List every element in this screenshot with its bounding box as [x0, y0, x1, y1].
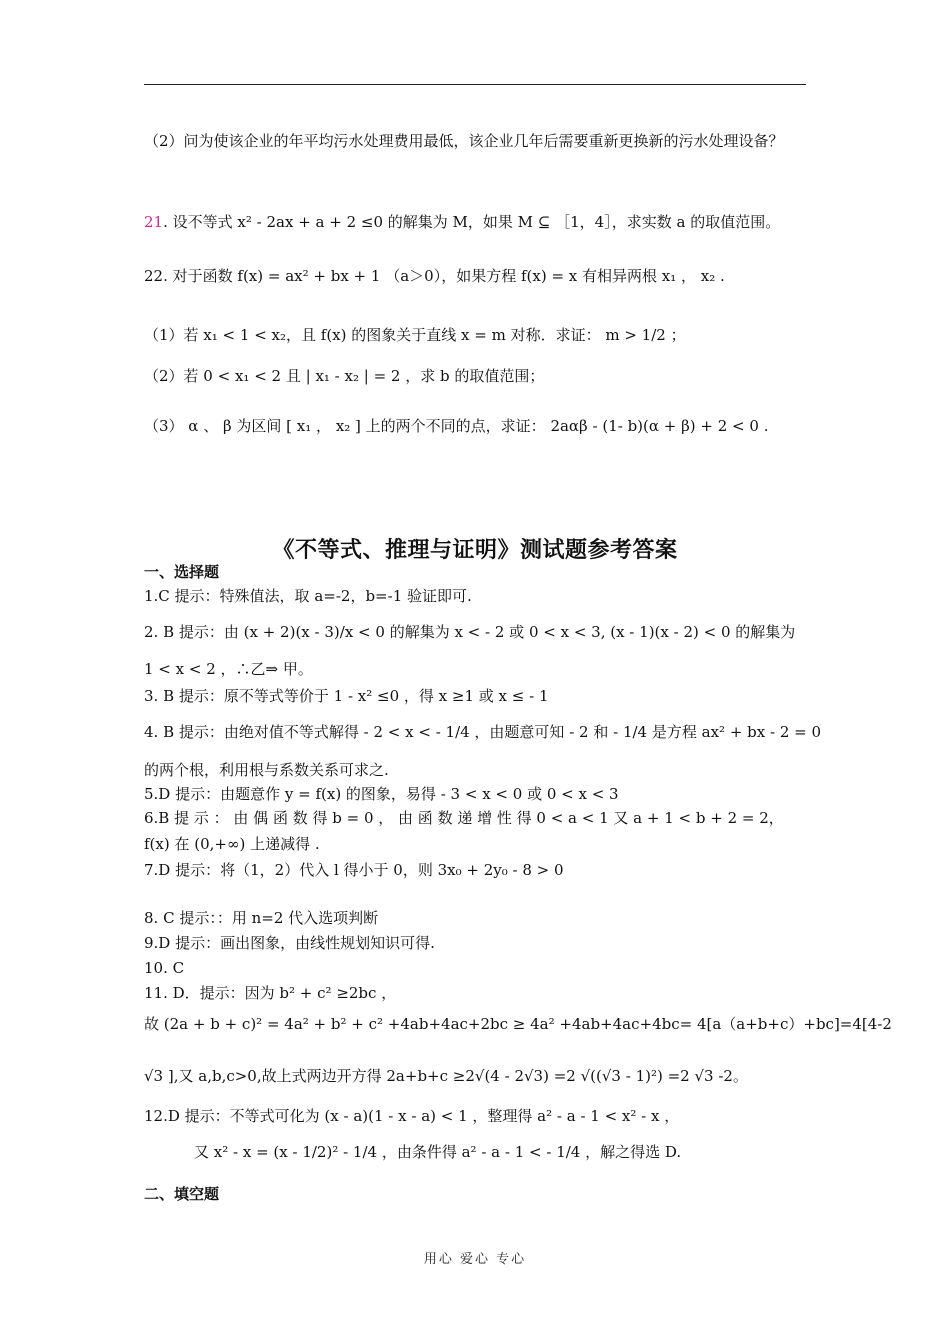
- answer-2-line-2: 1 < x < 2 ，∴乙⇒ 甲。: [144, 660, 313, 678]
- answer-5: 5.D 提示：由题意作 y = f(x) 的图象，易得 - 3 < x < 0 或 0 < x < 3: [144, 785, 619, 803]
- section-fill-in: 二、填空题: [144, 1185, 220, 1203]
- problem-22-part-1: （1）若 x₁ < 1 < x₂，且 f(x) 的图象关于直线 x = m 对称．求证： m > 1/2 ；: [144, 326, 686, 344]
- answer-8: 8. C 提示：：用 n=2 代入选项判断: [144, 909, 379, 927]
- answer-10: 10. C: [144, 959, 185, 977]
- answer-2-line-1: 2. B 提示：由 (x + 2)(x - 3)/x < 0 的解集为 x < - 2 或 0 < x < 3, (x - 1)(x - 2) < 0 的解集为: [144, 623, 796, 641]
- answer-12-line-2: 又 x² - x = (x - 1/2)² - 1/4 ，由条件得 a² - a - 1 < - 1/4 ，解之得选 D.: [194, 1143, 682, 1161]
- header-rule: [144, 84, 806, 85]
- answer-1: 1.C 提示：特殊值法，取 a=-2，b=-1 验证即可.: [144, 587, 472, 605]
- problem-22-intro: 22. 对于函数 f(x) = ax² + bx + 1 （a＞0），如果方程 f(x) = x 有相异两根 x₁ ， x₂ .: [144, 267, 725, 285]
- answer-4-line-1: 4. B 提示：由绝对值不等式解得 - 2 < x < - 1/4 ，由题意可知 - 2 和 - 1/4 是方程 ax² + bx - 2 = 0: [144, 723, 822, 741]
- problem-22-part-2: （2）若 0 < x₁ < 2 且 | x₁ - x₂ | = 2 ，求 b 的取值范围；: [144, 367, 545, 385]
- answer-6-line-1: 6.B 提 示 ： 由 偶 函 数 得 b = 0 ， 由 函 数 递 增 性 得 0 < a < 1 又 a + 1 < b + 2 = 2，: [144, 809, 784, 827]
- answer-7: 7.D 提示：将（1，2）代入 l 得小于 0，则 3x₀ + 2y₀ - 8 > 0: [144, 861, 564, 879]
- page-footer: 用心 爱心 专心: [423, 1252, 527, 1267]
- answer-3: 3. B 提示：原不等式等价于 1 - x² ≤0 ，得 x ≥1 或 x ≤ - 1: [144, 687, 549, 705]
- answer-11-line-3: √3 ],又 a,b,c>0,故上式两边开方得 2a+b+c ≥2√(4 - 2√3) =2 √((√3 - 1)²) =2 √3 -2。: [144, 1067, 748, 1085]
- answer-6-line-2: f(x) 在 (0,+∞) 上递减得 .: [144, 835, 320, 853]
- answer-12-line-1: 12.D 提示：不等式可化为 (x - a)(1 - x - a) < 1 ，整理得 a² - a - 1 < x² - x ，: [144, 1107, 680, 1125]
- answer-11-line-1: 11. D．提示：因为 b² + c² ≥2bc ，: [144, 984, 397, 1002]
- section-choice: 一、选择题: [144, 563, 220, 581]
- answer-9: 9.D 提示：画出图象，由线性规划知识可得.: [144, 934, 435, 952]
- problem-20-part-2: [144, 126, 806, 156]
- answer-title: 《不等式、推理与证明》测试题参考答案: [272, 537, 678, 563]
- problem-21-text: . 设不等式 x² - 2ax + a + 2 ≤0 的解集为 M，如果 M ⊆ ［1，4］，求实数 a 的取值范围。: [163, 213, 781, 231]
- problem-20-part-2-text: （2）问为使该企业的年平均污水处理费用最低，该企业几年后需要重新更换新的污水处理设备？: [144, 132, 784, 150]
- problem-21-number: 21: [144, 213, 164, 231]
- problem-22-part-3: （3） α 、 β 为区间 [ x₁ ， x₂ ] 上的两个不同的点，求证： 2aαβ - (1- b)(α + β) + 2 < 0 .: [144, 417, 769, 435]
- problem-21: [144, 212, 780, 232]
- answer-4-line-2: 的两个根，利用根与系数关系可求之.: [144, 761, 389, 779]
- answer-11-line-2: 故 (2a + b + c)² = 4a² + b² + c² +4ab+4ac+2bc ≥ 4a² +4ab+4ac+4bc= 4[a（a+b+c）+bc]=4[4-2: [144, 1015, 892, 1033]
